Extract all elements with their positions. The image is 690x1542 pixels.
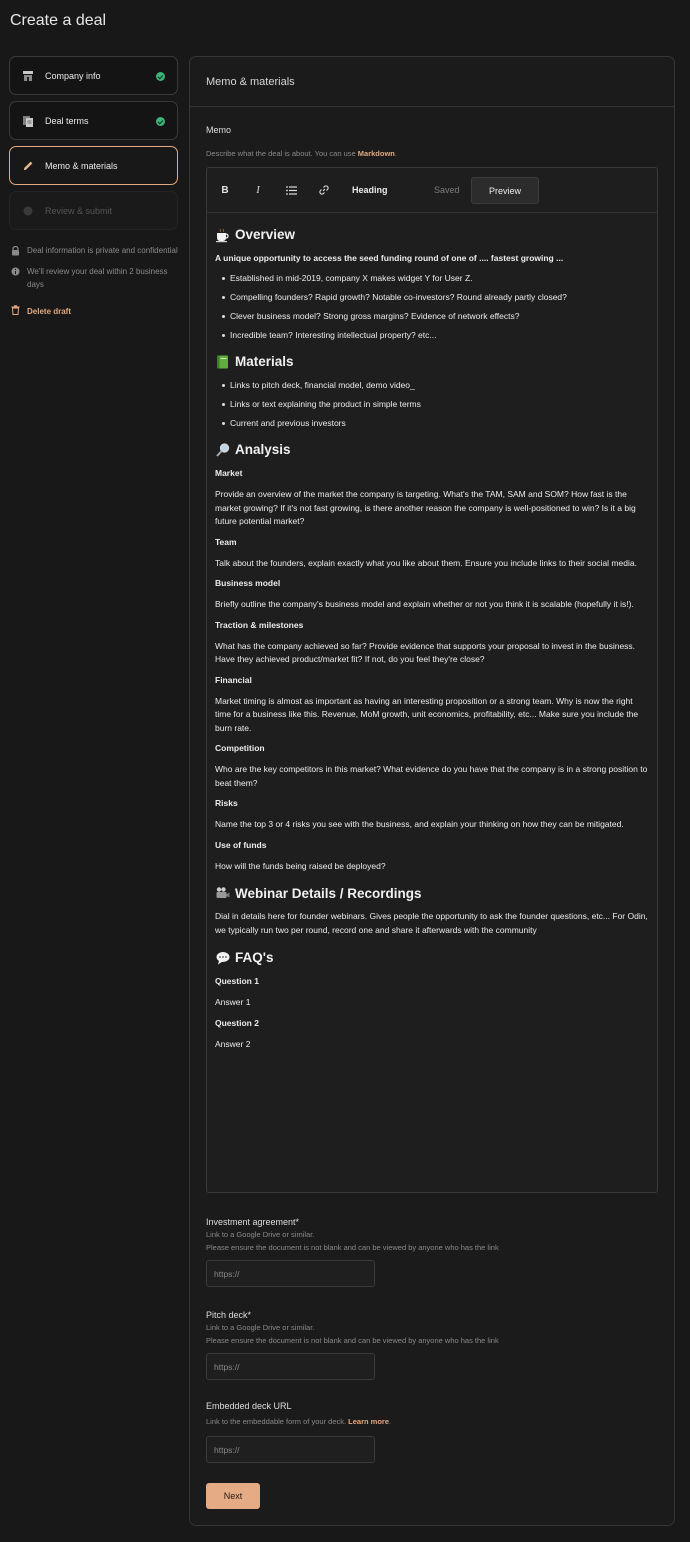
memo-content — [207, 213, 657, 1051]
pitch-deck-label: Pitch deck* — [206, 1310, 252, 1320]
list-item: Incredible team? Interesting intellectual property? etc... — [223, 330, 649, 341]
memo-hint: Describe what the deal is about. You can use Markdown. — [206, 149, 397, 158]
section-text: Name the top 3 or 4 risks you see with the business, and explain your thinking on how they can be mitigated. — [215, 819, 624, 829]
pitch-deck-input[interactable] — [206, 1353, 375, 1380]
info-text: Deal information is private and confidential — [27, 246, 178, 255]
investment-agreement-hint: Link to a Google Drive or similar. Please ensure the document is not blank and can be viewed by anyone who has the link — [206, 1230, 499, 1252]
italic-icon[interactable]: I — [256, 184, 260, 196]
bullet-list-icon[interactable] — [282, 181, 300, 199]
sidebar — [9, 56, 178, 317]
projector-icon — [215, 886, 231, 902]
documents-icon — [22, 115, 34, 127]
overview-heading: Overview — [215, 222, 649, 247]
section-text: What has the company achieved so far? Provide evidence that supports your proposal to invest in the business. Have they achieved product/market fit? If not, do you feel they're close? — [215, 640, 636, 664]
privacy-note — [9, 244, 178, 257]
list-item: Current and previous investors — [223, 418, 649, 429]
step-deal-terms[interactable] — [9, 101, 178, 140]
list-item: Links or text explaining the product in simple terms — [223, 399, 649, 410]
list-item: Compelling founders? Rapid growth? Notable co-investors? Round already partly closed? — [223, 292, 649, 303]
panel-title: Memo & materials — [190, 57, 674, 107]
faq-answer: Answer 1 — [215, 997, 251, 1007]
section-heading: Business model — [215, 578, 281, 588]
learn-more-link[interactable]: Learn more — [348, 1417, 390, 1426]
step-label: Review & submit — [45, 205, 113, 216]
bold-icon[interactable]: B — [221, 184, 229, 196]
section-heading: Market — [215, 468, 243, 478]
saved-status: Saved — [434, 185, 460, 195]
trash-icon — [11, 305, 20, 317]
step-label: Memo & materials — [45, 160, 118, 171]
link-icon[interactable] — [315, 181, 333, 199]
section-heading: Traction & milestones — [215, 619, 304, 630]
section-text: Provide an overview of the market the company is targeting. What's the TAM, SAM and SOM? How fast is the market growing? If it's not fast growing, is there another reason the company is well-positioned to win? Is it a big future potential market? — [215, 489, 636, 526]
section-heading: Risks — [215, 798, 238, 808]
section-heading: Team — [215, 536, 237, 547]
section-text: Briefly outline the company's business model and explain whether or not you think it is scalable (hopefully it is!). — [215, 599, 634, 609]
section-heading: Use of funds — [215, 839, 267, 850]
pitch-deck-hint: Link to a Google Drive or similar. Please ensure the document is not blank and can be viewed by anyone who has the link — [206, 1323, 499, 1345]
webinar-heading: Webinar Details / Recordings — [215, 881, 649, 906]
overview-lead: A unique opportunity to access the seed funding round of one of .... fastest growing ... — [215, 253, 564, 263]
review-note — [9, 265, 178, 291]
store-icon — [22, 70, 34, 82]
section-text: How will the funds being raised be deployed? — [215, 860, 386, 871]
section-heading: Financial — [215, 674, 252, 685]
section-text: Market timing is almost as important as having an interesting proposition or a strong team. Why is now the right time for a business like this. Revenue, MoM growth, unit economics, profitability, etc... Make sure you include the burn rate. — [215, 695, 639, 733]
memo-editor[interactable] — [206, 167, 658, 1193]
analysis-heading: Analysis — [215, 437, 649, 462]
faq-question: Question 2 — [215, 1017, 259, 1028]
coffee-icon — [215, 227, 231, 243]
page-title: Create a deal — [10, 12, 107, 29]
pencil-icon — [22, 160, 34, 172]
magnifier-icon — [215, 442, 231, 458]
materials-heading: Materials — [215, 349, 649, 374]
info-icon — [11, 267, 20, 276]
faq-answer: Answer 2 — [215, 1038, 251, 1049]
faq-heading: FAQ's — [215, 945, 649, 970]
investment-agreement-label: Investment agreement* — [206, 1217, 300, 1227]
check-icon — [156, 117, 165, 126]
list-item: Clever business model? Strong gross margins? Evidence of network effects? — [223, 311, 649, 322]
circle-check-icon — [22, 205, 34, 217]
faq-question: Question 1 — [215, 976, 259, 986]
book-icon — [215, 354, 231, 370]
delete-draft-button[interactable] — [9, 305, 178, 317]
step-review-submit — [9, 191, 178, 230]
lock-icon — [11, 246, 20, 255]
info-text: We'll review your deal within 2 business days — [27, 267, 168, 289]
webinar-text: Dial in details here for founder webinars. Gives people the opportunity to ask the founder questions, etc... For Odin, we typically run two per round, record one and share it afterwards with the community — [215, 911, 648, 935]
memo-label: Memo — [206, 125, 232, 135]
main-panel — [189, 56, 675, 1526]
section-heading: Competition — [215, 743, 265, 753]
list-item: Established in mid-2019, company X makes widget Y for User Z. — [223, 273, 649, 284]
heading-button[interactable]: Heading — [352, 185, 388, 195]
step-memo-materials[interactable] — [9, 146, 178, 185]
embedded-deck-hint: Link to the embeddable form of your deck. Learn more. — [206, 1417, 392, 1426]
section-text: Talk about the founders, explain exactly what you like about them. Ensure you include links to their social media. — [215, 557, 637, 568]
preview-button[interactable]: Preview — [471, 177, 539, 204]
check-icon — [156, 72, 165, 81]
step-label: Company info — [45, 70, 101, 81]
markdown-link[interactable]: Markdown — [357, 149, 395, 158]
embedded-deck-label: Embedded deck URL — [206, 1401, 292, 1411]
investment-agreement-input[interactable] — [206, 1260, 375, 1287]
materials-list — [223, 380, 649, 429]
next-button[interactable]: Next — [206, 1483, 260, 1509]
section-text: Who are the key competitors in this market? What evidence do you have that the company is in a strong position to beat them? — [215, 764, 648, 788]
list-item: Links to pitch deck, financial model, demo video_ — [223, 380, 649, 391]
step-label: Deal terms — [45, 115, 89, 126]
delete-draft-label: Delete draft — [27, 306, 72, 316]
embedded-deck-input[interactable] — [206, 1436, 375, 1463]
step-company-info[interactable] — [9, 56, 178, 95]
editor-toolbar — [207, 168, 657, 213]
speech-bubble-icon — [215, 950, 231, 966]
overview-list — [223, 273, 649, 341]
